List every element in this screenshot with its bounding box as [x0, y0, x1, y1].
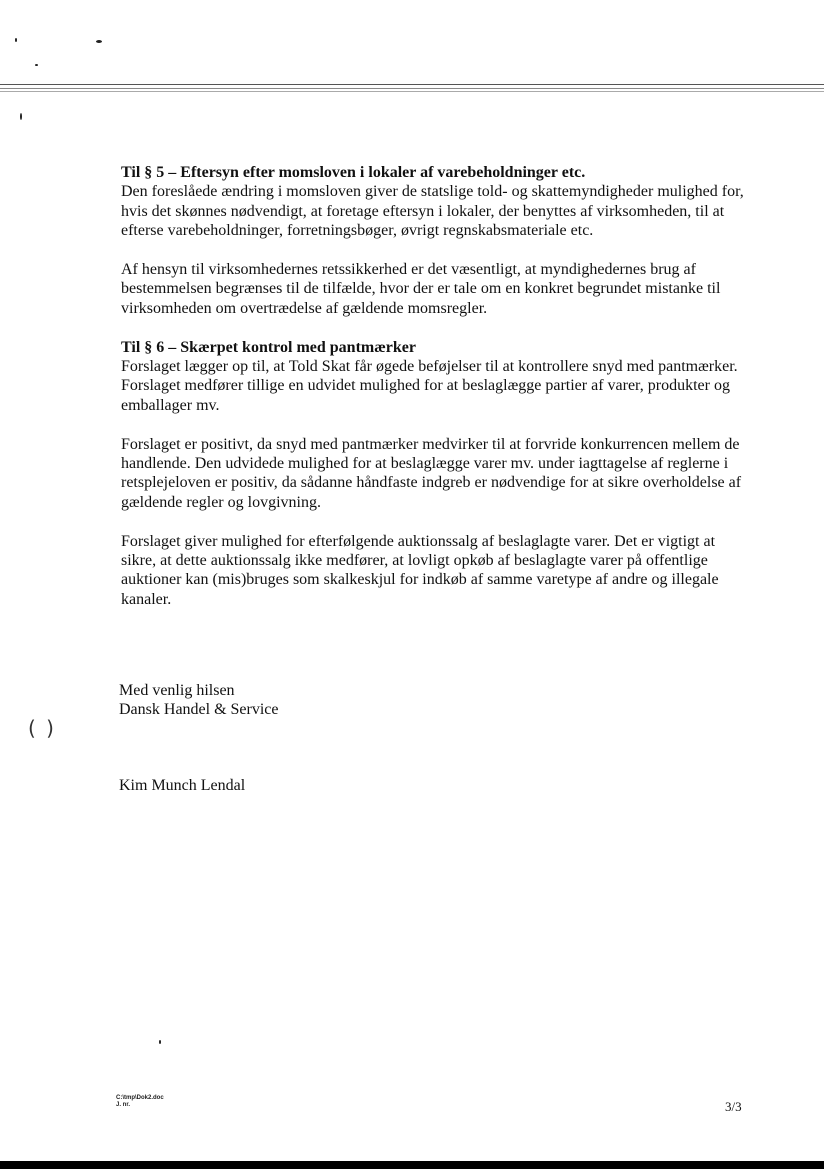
scan-speck	[15, 38, 17, 42]
paragraph: Forslaget er positivt, da snyd med pantmærker medvirker til at forvride konkurrencen mellem de handlende. Den udvidede mulighed for at beslaglægge varer mv. under iagttagelse af reglerne i retsplejeloven er positiv, da sådanne håndfaste indgreb er nødvendige for at sikre overholdelse af gældende regler og lovgivning.	[121, 435, 742, 511]
scan-border-line	[0, 91, 824, 92]
scan-speck	[20, 113, 22, 120]
paragraph: Forslaget lægger op til, at Told Skat får øgede beføjelser til at kontrollere snyd med pantmærker. Forslaget medfører tillige en udvidet mulighed for at beslaglægge partier af varer, produkter og emballager mv.	[121, 358, 738, 414]
footer-file-info	[116, 1095, 164, 1109]
scan-speck	[159, 1040, 161, 1044]
punch-hole-mark: ( )	[28, 716, 56, 740]
closing-greeting: Med venlig hilsen	[119, 682, 235, 699]
scan-bottom-edge	[0, 1161, 824, 1169]
footer-journal: J. nr.	[116, 1102, 131, 1108]
scan-border-line	[0, 88, 824, 89]
closing-organization: Dansk Handel & Service	[119, 701, 279, 719]
paragraph: Af hensyn til virksomhedernes retssikkerhed er det væsentligt, at myndighedernes brug af bestemmelsen begrænses til de tilfælde, hvor der er tale om en konkret begrundet mistanke til virksomheden om overtrædelse af gældende momsregler.	[121, 261, 721, 317]
scan-border-line	[0, 84, 824, 85]
scan-speck	[35, 64, 38, 66]
footer-file-path: C:\tmp\Dok2.doc	[116, 1095, 164, 1101]
section-heading: Til § 6 – Skærpet kontrol med pantmærker	[121, 338, 416, 356]
letter-body	[121, 163, 746, 609]
section-heading: Til § 5 – Eftersyn efter momsloven i lokaler af varebeholdninger etc.	[121, 164, 586, 181]
paragraph: Den foreslåede ændring i momsloven giver de statslige told- og skattemyndigheder mulighed for, hvis det skønnes nødvendigt, at foretage eftersyn i lokaler, der benyttes af virksomheden, til at efterse varebeholdninger, forretningsbøger, øvrigt regnskabsmateriale etc.	[121, 183, 744, 240]
signer-name: Kim Munch Lendal	[119, 777, 246, 794]
scan-speck	[96, 40, 102, 43]
closing-block	[119, 681, 279, 720]
page-number: 3/3	[725, 1099, 742, 1114]
paragraph: Forslaget giver mulighed for efterfølgende auktionssalg af beslaglagte varer. Det er vigtigt at sikre, at dette auktionssalg ikke medfører, at lovligt opkøb af beslaglagte varer på offentlige auktioner kan (mis)bruges som skalkeskjul for indkøb af samme varetype af andre og illegale kanaler.	[121, 532, 719, 608]
